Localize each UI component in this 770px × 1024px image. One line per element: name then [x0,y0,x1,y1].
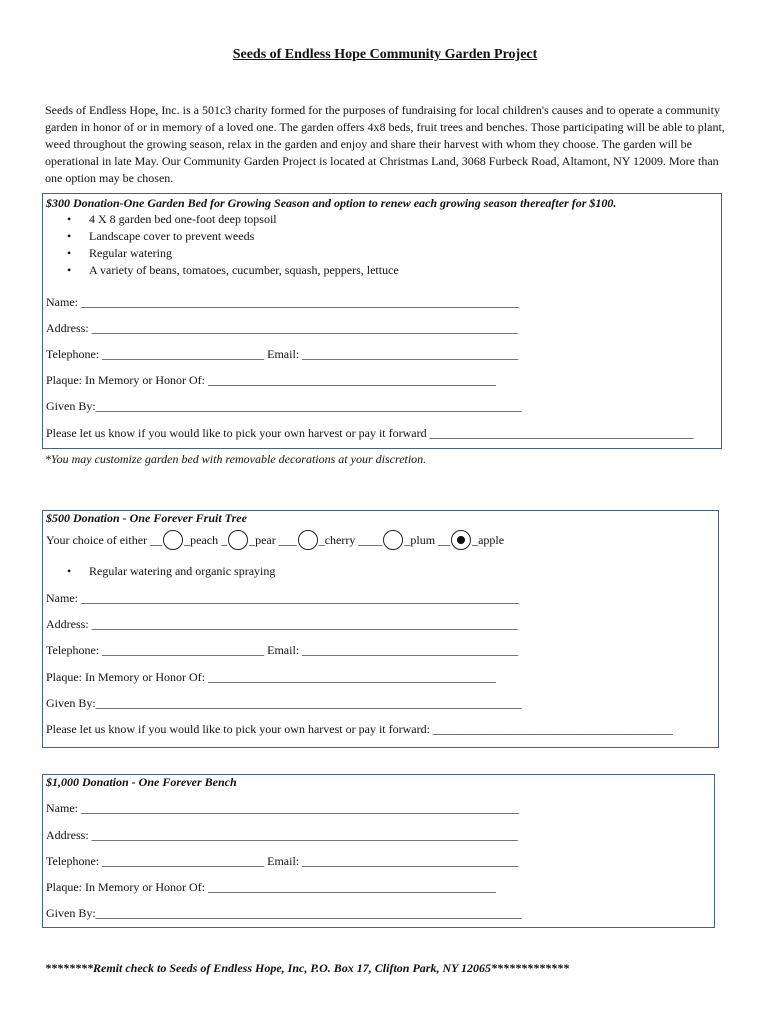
name-field[interactable]: Name: _________________________________________________________________________ [46,801,519,815]
fruit-choice-label: Your choice of either [46,533,151,547]
telephone-email-field[interactable]: Telephone: ___________________________ Email: ____________________________________ [46,347,519,361]
address-field[interactable]: Address: _______________________________________________________________________ [46,617,518,631]
fruit-label-plum: plum [410,533,436,547]
address-field[interactable]: Address: _______________________________________________________________________ [46,321,518,335]
name-field[interactable]: Name: _________________________________________________________________________ [46,591,519,605]
fruit-blank: ___ [278,533,297,547]
bullet-text: 4 X 8 garden bed one-foot deep topsoil [89,212,277,226]
plaque-field[interactable]: Plaque: In Memory or Honor Of: ________________________________________________ [46,880,496,894]
fruit-blank: __ [438,533,451,547]
radio-cherry[interactable] [298,530,318,550]
list-item: • A variety of beans, tomatoes, cucumber, squash, peppers, lettuce [67,263,399,277]
fruit-label-apple: apple [478,533,505,547]
customize-note: *You may customize garden bed with removable decorations at your discretion. [45,452,427,466]
radio-plum[interactable] [383,530,403,550]
bullet-text: A variety of beans, tomatoes, cucumber, squash, peppers, lettuce [89,263,399,277]
bullet-text: Regular watering and organic spraying [89,564,276,578]
plaque-field[interactable]: Plaque: In Memory or Honor Of: ________________________________________________ [46,373,496,387]
fruit-tree-section [42,510,719,748]
list-item: • 4 X 8 garden bed one-foot deep topsoil [67,212,277,226]
fruit-blank: _ [472,533,479,547]
fruit-blank: _ [318,533,325,547]
garden-bed-heading: $300 Donation-One Garden Bed for Growing Season and option to renew each growing season thereafter for $100. [46,196,617,210]
radio-pear[interactable] [228,530,248,550]
fruit-label-peach: peach [190,533,219,547]
fruit-blank: _ [184,533,191,547]
fruit-label-cherry: cherry [324,533,356,547]
plaque-field[interactable]: Plaque: In Memory or Honor Of: ________________________________________________ [46,670,496,684]
list-item: • Regular watering [67,246,172,260]
radio-apple[interactable] [451,530,471,550]
fruit-label-pear: pear [255,533,276,547]
list-item: • Regular watering and organic spraying [67,564,276,578]
name-field[interactable]: Name: _________________________________________________________________________ [46,295,519,309]
garden-bed-section [42,193,722,449]
given-by-field[interactable]: Given By:_______________________________________________________________________ [46,906,522,920]
fruit-blank: __ [150,533,163,547]
list-item: • Landscape cover to prevent weeds [67,229,255,243]
page-title: Seeds of Endless Hope Community Garden Project [232,47,538,62]
telephone-email-field[interactable]: Telephone: ___________________________ Email: ____________________________________ [46,854,519,868]
harvest-field[interactable]: Please let us know if you would like to pick your own harvest or pay it forward ____________________________________________ [46,426,694,440]
remit-instructions: ********Remit check to Seeds of Endless Hope, Inc, P.O. Box 17, Clifton Park, NY 12065************* [45,961,569,975]
given-by-field[interactable]: Given By:_______________________________________________________________________ [46,696,522,710]
fruit-choice-row [46,528,504,552]
telephone-email-field[interactable]: Telephone: ___________________________ Email: ____________________________________ [46,643,519,657]
intro-paragraph: Seeds of Endless Hope, Inc. is a 501c3 charity formed for the purposes of fundraising for local children's causes and to operate a community garden in honor of or in memory of a loved one. The garden offers 4x8 beds, fruit trees and benches. Those participating will be able to plant, weed throughout the growing season, relax in the garden and enjoy and share their harvest with whom they choose. The garden will be operational in late May. Our Community Garden Project is located at Christmas Land, 3068 Furbeck Road, Altamont, NY 12009. More than one option may be chosen. [45,103,725,185]
bullet-text: Landscape cover to prevent weeds [89,229,255,243]
radio-peach[interactable] [163,530,183,550]
fruit-blank: _ [404,533,411,547]
bullet-text: Regular watering [89,246,172,260]
fruit-blank: _ [249,533,256,547]
given-by-field[interactable]: Given By:_______________________________________________________________________ [46,399,522,413]
fruit-tree-heading: $500 Donation - One Forever Fruit Tree [46,511,247,525]
bench-section [42,774,715,928]
bench-heading: $1,000 Donation - One Forever Bench [46,775,237,789]
address-field[interactable]: Address: _______________________________________________________________________ [46,828,518,842]
fruit-blank: ____ [358,533,383,547]
harvest-field[interactable]: Please let us know if you would like to pick your own harvest or pay it forward: ________________________________________ [46,722,673,736]
fruit-blank: _ [221,533,228,547]
